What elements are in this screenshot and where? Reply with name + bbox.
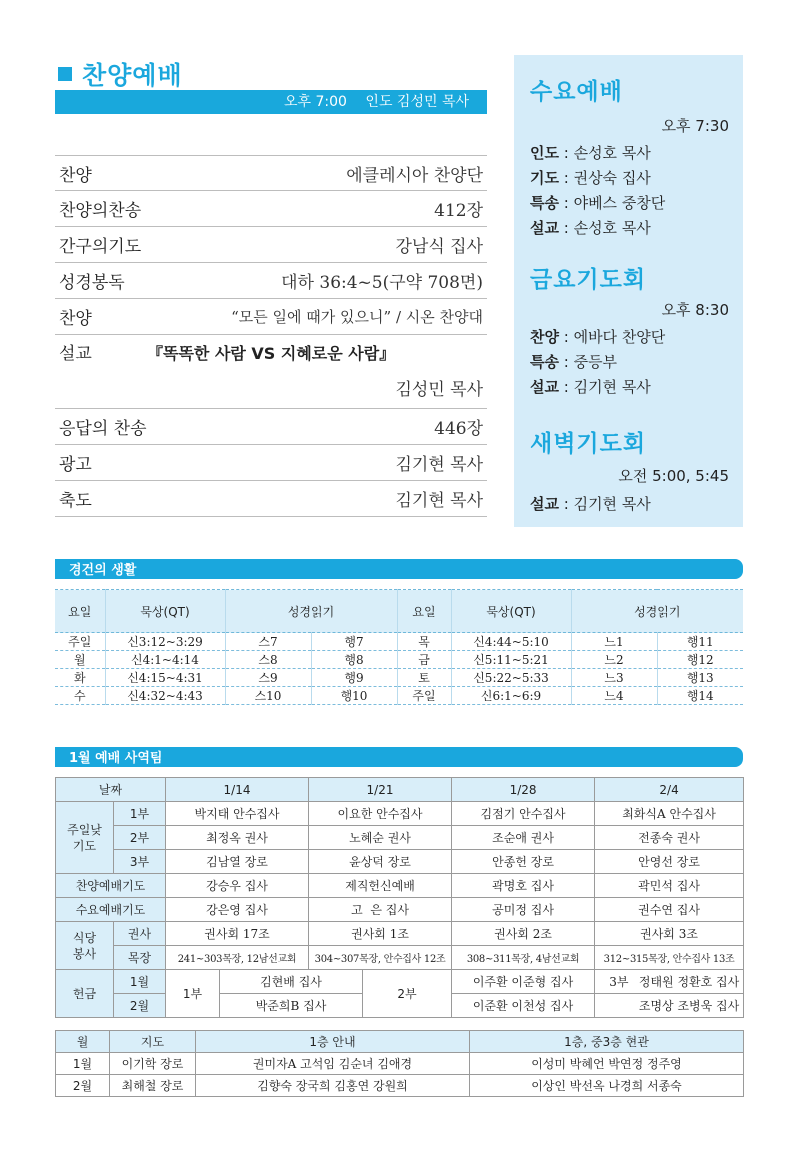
- order-label: 성경봉독: [59, 273, 125, 293]
- qt-cell: 신4:32~4:43: [105, 687, 225, 705]
- table-row: [55, 633, 743, 651]
- offering-label: 헌금: [56, 970, 114, 1018]
- header-cell: 1층 안내: [196, 1031, 470, 1053]
- name-cell: 최해철 장로: [110, 1075, 196, 1097]
- order-value: 에클레시아 찬양단: [346, 165, 483, 186]
- dawn-line: 설교 : 김기현 목사: [530, 495, 651, 513]
- date-cell: 1/14: [166, 778, 309, 802]
- table-row: [55, 669, 743, 687]
- name-cell: 강은영 집사: [166, 898, 309, 922]
- name-cell: 강승우 집사: [166, 874, 309, 898]
- qt-cell: 신5:22~5:33: [451, 669, 571, 687]
- wednesday-line: 인도 : 손성호 목사: [530, 144, 651, 162]
- reading-cell: 스8: [225, 651, 311, 669]
- header-qt: 묵상(QT): [451, 590, 571, 633]
- name-cell: 안영선 장로: [595, 850, 744, 874]
- worship-leader: 인도 김성민 목사: [365, 94, 469, 110]
- name-cell: 전종숙 권사: [595, 826, 744, 850]
- month-cell: 2월: [56, 1075, 110, 1097]
- wednesday-line: 설교 : 손성호 목사: [530, 219, 651, 237]
- order-label: 찬양의찬송: [59, 201, 142, 221]
- part-cell: 목장: [114, 946, 166, 970]
- worship-time: 오후 7:00: [284, 94, 347, 110]
- reading-cell: 행11: [657, 633, 743, 651]
- header-reading: 성경읽기: [571, 590, 743, 633]
- table-row: [56, 850, 744, 874]
- name-cell: 최화식A 안수집사: [595, 802, 744, 826]
- name-cell: 윤상덕 장로: [309, 850, 452, 874]
- guide-table: [55, 1030, 744, 1097]
- worship-time-band: [55, 90, 487, 114]
- reading-cell: 행9: [311, 669, 397, 687]
- part-cell: 1부: [114, 802, 166, 826]
- part-cell: 2부: [363, 970, 452, 1018]
- devotion-table: [55, 589, 743, 705]
- part-cell: 2부: [114, 826, 166, 850]
- order-label: 찬양: [59, 165, 92, 186]
- reading-cell: 느4: [571, 687, 657, 705]
- name-cell: 김남열 장로: [166, 850, 309, 874]
- reading-cell: 스10: [225, 687, 311, 705]
- order-row: [55, 445, 487, 481]
- friday-line: 특송 : 중등부: [530, 353, 618, 371]
- wednesday-line: 기도 : 권상숙 집사: [530, 169, 651, 187]
- order-value: 김기현 목사: [395, 491, 483, 511]
- table-row: [56, 1053, 744, 1075]
- friday-line: 설교 : 김기현 목사: [530, 378, 651, 396]
- day-cell: 목: [397, 633, 451, 651]
- qt-cell: 신5:11~5:21: [451, 651, 571, 669]
- qt-cell: 신4:44~5:10: [451, 633, 571, 651]
- devotion-header-row: [55, 590, 743, 633]
- order-value: 김기현 목사: [395, 455, 483, 475]
- name-cell: 이주환 이준형 집사: [452, 970, 595, 994]
- name-cell: 이상인 박선옥 나경희 서종숙: [470, 1075, 744, 1097]
- table-row: [56, 946, 744, 970]
- name-cell: 이요한 안수집사: [309, 802, 452, 826]
- name-cell: 권사회 2조: [452, 922, 595, 946]
- month-cell: 1월: [114, 970, 166, 994]
- name-cell: 권사회 1조: [309, 922, 452, 946]
- name-cell: 권미자A 고석임 김순녀 김애경: [196, 1053, 470, 1075]
- name-cell: 이성미 박혜언 박연정 정주영: [470, 1053, 744, 1075]
- day-cell: 금: [397, 651, 451, 669]
- name-text: 조명상 조병욱 집사: [638, 999, 740, 1013]
- table-row: [56, 970, 744, 994]
- order-row: [55, 227, 487, 263]
- table-row: [56, 826, 744, 850]
- name-cell: 공미정 집사: [452, 898, 595, 922]
- friday-title: 금요기도회: [530, 267, 647, 293]
- duty-title: 1월 예배 사역팀: [69, 751, 163, 766]
- table-row: [56, 1031, 744, 1053]
- order-label: 응답의 찬송: [59, 419, 147, 439]
- order-value: 대하 36:4~5(구약 708면): [281, 273, 483, 293]
- sermon-title: 『똑똑한 사람 VS 지혜로운 사람』: [147, 344, 396, 363]
- order-row-sermon: [55, 335, 487, 409]
- friday-line: 찬양 : 에바다 찬양단: [530, 328, 666, 346]
- reading-cell: 행10: [311, 687, 397, 705]
- worship-order-list: [55, 155, 487, 517]
- day-cell: 수: [55, 687, 105, 705]
- header-qt: 묵상(QT): [105, 590, 225, 633]
- qt-cell: 신3:12~3:29: [105, 633, 225, 651]
- worship-title: [58, 56, 183, 92]
- praise-prayer-label: 찬양예배기도: [56, 874, 166, 898]
- devotion-title: 경건의 생활: [69, 563, 137, 578]
- friday-time: 오후 8:30: [661, 301, 729, 319]
- table-row: [56, 802, 744, 826]
- header-cell: 지도: [110, 1031, 196, 1053]
- name-cell: 308~311목장, 4남선교회: [452, 946, 595, 970]
- name-cell: [595, 970, 744, 994]
- name-cell: 곽민석 집사: [595, 874, 744, 898]
- name-cell: 박준희B 집사: [220, 994, 363, 1018]
- reading-cell: 스7: [225, 633, 311, 651]
- order-label: 찬양: [59, 309, 92, 329]
- order-label: 광고: [59, 455, 92, 475]
- sermon-speaker: 김성민 목사: [395, 380, 483, 400]
- side-schedule-box: [514, 55, 743, 527]
- part-cell: 권사: [114, 922, 166, 946]
- name-cell: [595, 994, 744, 1018]
- order-label: 축도: [59, 491, 92, 511]
- name-cell: 이준환 이천성 집사: [452, 994, 595, 1018]
- order-row: [55, 409, 487, 445]
- order-value: 강남식 집사: [395, 237, 483, 257]
- date-label: 날짜: [56, 778, 166, 802]
- name-cell: 제직헌신예배: [309, 874, 452, 898]
- name-cell: 노혜순 권사: [309, 826, 452, 850]
- header-cell: 월: [56, 1031, 110, 1053]
- part-cell: 1부: [166, 970, 220, 1018]
- order-label: 간구의기도: [59, 237, 142, 257]
- table-row: [56, 898, 744, 922]
- duty-header-bar: [55, 747, 743, 767]
- square-bullet-icon: [58, 67, 72, 81]
- month-cell: 2월: [114, 994, 166, 1018]
- name-cell: 김점기 안수집사: [452, 802, 595, 826]
- reading-cell: 행12: [657, 651, 743, 669]
- reading-cell: 느3: [571, 669, 657, 687]
- qt-cell: 신4:15~4:31: [105, 669, 225, 687]
- wednesday-time: 오후 7:30: [661, 117, 729, 135]
- duty-table: [55, 777, 744, 1018]
- day-cell: 화: [55, 669, 105, 687]
- reading-cell: 행14: [657, 687, 743, 705]
- kitchen-label: 식당 봉사: [56, 922, 114, 970]
- name-cell: 최정옥 권사: [166, 826, 309, 850]
- reading-cell: 행13: [657, 669, 743, 687]
- day-cell: 주일: [397, 687, 451, 705]
- header-day: 요일: [397, 590, 451, 633]
- wednesday-title: 수요예배: [530, 79, 623, 105]
- dawn-time: 오전 5:00, 5:45: [618, 467, 729, 485]
- reading-cell: 느2: [571, 651, 657, 669]
- header-reading: 성경읽기: [225, 590, 397, 633]
- table-row: [56, 778, 744, 802]
- day-cell: 주일: [55, 633, 105, 651]
- table-row: [55, 687, 743, 705]
- table-row: [56, 1075, 744, 1097]
- qt-cell: 신4:1~4:14: [105, 651, 225, 669]
- order-row: [55, 299, 487, 335]
- wed-prayer-label: 수요예배기도: [56, 898, 166, 922]
- header-day: 요일: [55, 590, 105, 633]
- name-cell: 곽명호 집사: [452, 874, 595, 898]
- part-cell: 3부: [114, 850, 166, 874]
- date-cell: 1/21: [309, 778, 452, 802]
- day-cell: 토: [397, 669, 451, 687]
- order-label: 설교: [59, 344, 92, 364]
- name-text: 정태원 정환호 집사: [638, 975, 740, 989]
- devotion-header-bar: [55, 559, 743, 579]
- name-cell: 312~315목장, 안수집사 13조: [595, 946, 744, 970]
- name-cell: 고 은 집사: [309, 898, 452, 922]
- table-row: [56, 874, 744, 898]
- reading-cell: 행7: [311, 633, 397, 651]
- name-cell: 이기학 장로: [110, 1053, 196, 1075]
- table-row: [55, 651, 743, 669]
- name-cell: 김현배 집사: [220, 970, 363, 994]
- name-cell: 조순애 권사: [452, 826, 595, 850]
- header-cell: 1층, 중3층 현관: [470, 1031, 744, 1053]
- date-cell: 2/4: [595, 778, 744, 802]
- sunday-prayer-label: 주일낮 기도: [56, 802, 114, 874]
- order-value: 412장: [434, 201, 483, 221]
- order-row: [55, 155, 487, 191]
- date-cell: 1/28: [452, 778, 595, 802]
- name-cell: 241~303목장, 12남선교회: [166, 946, 309, 970]
- name-cell: 박지태 안수집사: [166, 802, 309, 826]
- order-row: [55, 263, 487, 299]
- name-cell: 김향숙 장국희 김홍연 강원희: [196, 1075, 470, 1097]
- name-cell: 안종헌 장로: [452, 850, 595, 874]
- reading-cell: 느1: [571, 633, 657, 651]
- name-cell: 권수연 집사: [595, 898, 744, 922]
- qt-cell: 신6:1~6:9: [451, 687, 571, 705]
- order-row: [55, 191, 487, 227]
- name-cell: 304~307목장, 안수집사 12조: [309, 946, 452, 970]
- name-cell: 권사회 17조: [166, 922, 309, 946]
- order-row: [55, 481, 487, 517]
- reading-cell: 행8: [311, 651, 397, 669]
- month-cell: 1월: [56, 1053, 110, 1075]
- order-value: 446장: [434, 419, 483, 439]
- name-cell: 권사회 3조: [595, 922, 744, 946]
- order-value: “모든 일에 때가 있으니” / 시온 찬양대: [231, 308, 483, 326]
- table-row: [56, 922, 744, 946]
- dawn-title: 새벽기도회: [530, 431, 647, 457]
- day-cell: 월: [55, 651, 105, 669]
- reading-cell: 스9: [225, 669, 311, 687]
- worship-title-text: 찬양예배: [82, 61, 183, 90]
- wednesday-line: 특송 : 야베스 중창단: [530, 194, 666, 212]
- part-label: 3부: [609, 975, 629, 989]
